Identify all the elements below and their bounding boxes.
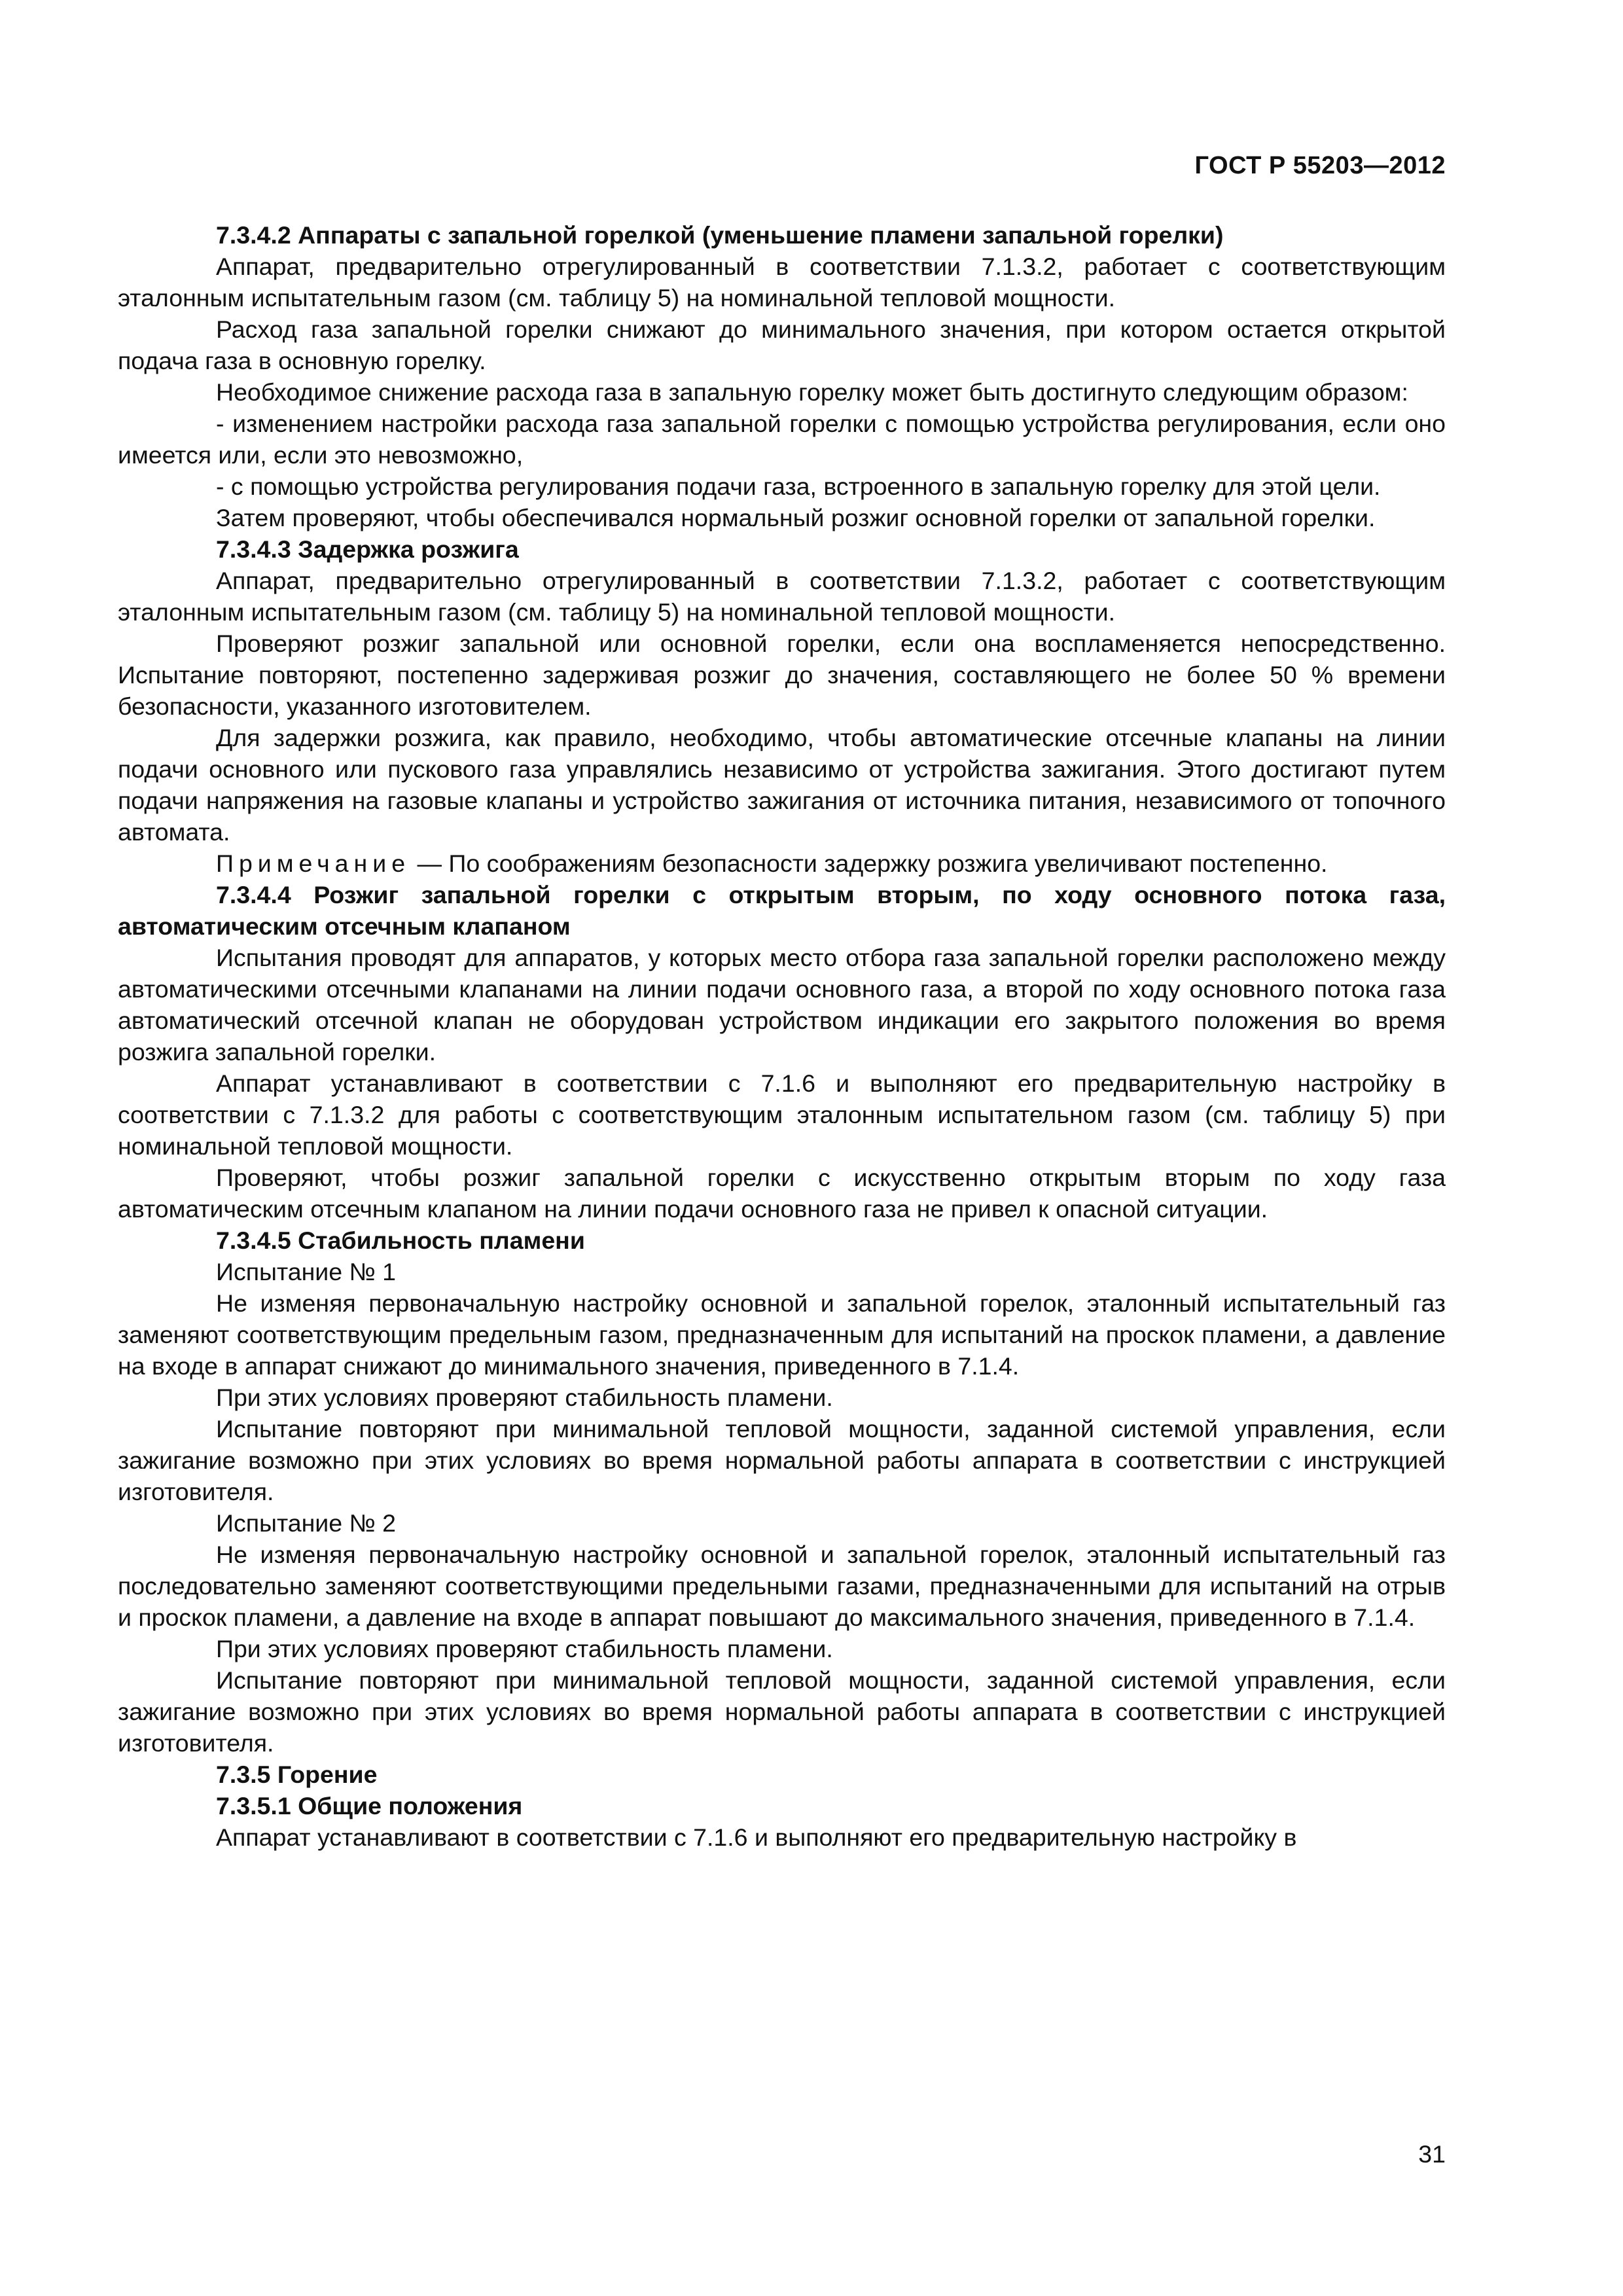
paragraph: Испытания проводят для аппаратов, у которых место отбора газа запальной горелки расположено между автоматическими отсечными клапанами на линии подачи основного газа, а второй по ходу основного потока газа автоматический отсечной клапан не оборудован устройством индикации его закрытого положения во время розжига запальной горелки. xyxy=(118,944,1446,1066)
standard-designation: ГОСТ Р 55203—2012 xyxy=(1194,152,1446,179)
paragraph: Проверяют, чтобы розжиг запальной горелки с искусственно открытым вторым по ходу газа автоматическим отсечным клапаном на линии подачи основного газа не привел к опасной ситуации. xyxy=(118,1164,1446,1223)
test-label: Испытание № 2 xyxy=(216,1509,397,1537)
document-body xyxy=(118,219,1446,1853)
paragraph: Испытание повторяют при минимальной тепловой мощности, заданной системой управления, если зажигание возможно при этих условиях во время нормальной работы аппарата в соответствии с инструкцией изготовителя. xyxy=(118,1415,1446,1505)
section-heading: 7.3.5.1 Общие положения xyxy=(216,1792,523,1820)
paragraph: Аппарат устанавливают в соответствии с 7.1.6 и выполняют его предварительную настройку в соответствии с 7.1.3.2 для работы с соответствующим эталонным испытательном газом (см. таблицу 5) при номинальной тепловой мощности. xyxy=(118,1069,1446,1160)
page-number: 31 xyxy=(1418,2140,1446,2168)
paragraph: Не изменяя первоначальную настройку основной и запальной горелок, эталонный испытательный газ заменяют соответствующим предельным газом, предназначенным для испытаний на проскок пламени, а давление на входе в аппарат снижают до минимального значения, приведенного в 7.1.4. xyxy=(118,1289,1446,1380)
paragraph: Испытание повторяют при минимальной тепловой мощности, заданной системой управления, если зажигание возможно при этих условиях во время нормальной работы аппарата в соответствии с инструкцией изготовителя. xyxy=(118,1666,1446,1757)
paragraph: Аппарат устанавливают в соответствии с 7.1.6 и выполняют его предварительную настройку в xyxy=(216,1823,1297,1851)
section-heading: 7.3.4.2 Аппараты с запальной горелкой (уменьшение пламени запальной горелки) xyxy=(216,221,1224,249)
section-heading: 7.3.4.4 Розжиг запальной горелки с открытым вторым, по ходу основного потока газа, автоматическим отсечным клапаном xyxy=(118,881,1446,940)
list-item: - изменением настройки расхода газа запальной горелки с помощью устройства регулирования, если оно имеется или, если это невозможно, xyxy=(118,410,1446,469)
note-text: — По соображениям безопасности задержку розжига увеличивают постепенно. xyxy=(417,850,1328,877)
note xyxy=(118,848,1446,879)
paragraph: Затем проверяют, чтобы обеспечивался нормальный розжиг основной горелки от запальной горелки. xyxy=(216,504,1376,531)
paragraph: Необходимое снижение расхода газа в запальную горелку может быть достигнуто следующим образом: xyxy=(216,378,1408,406)
paragraph: Не изменяя первоначальную настройку основной и запальной горелок, эталонный испытательный газ последовательно заменяют соответствующими предельными газами, предназначенными для испытаний на отрыв и проскок пламени, а давление на входе в аппарат повышают до максимального значения, приведенного в 7.1.4. xyxy=(118,1541,1446,1631)
section-heading: 7.3.4.3 Задержка розжига xyxy=(216,535,519,563)
test-label: Испытание № 1 xyxy=(216,1258,397,1285)
paragraph: Для задержки розжига, как правило, необходимо, чтобы автоматические отсечные клапаны на линии подачи основного или пускового газа управлялись независимо от устройства зажигания. Этого достигают путем подачи напряжения на газовые клапаны и устройство зажигания от источника питания, независимого от топочного автомата. xyxy=(118,724,1446,846)
paragraph: Аппарат, предварительно отрегулированный в соответствии 7.1.3.2, работает с соответствующим эталонным испытательным газом (см. таблицу 5) на номинальной тепловой мощности. xyxy=(118,567,1446,626)
section-heading: 7.3.4.5 Стабильность пламени xyxy=(216,1227,585,1254)
paragraph: При этих условиях проверяют стабильность пламени. xyxy=(216,1384,833,1411)
paragraph: Аппарат, предварительно отрегулированный в соответствии 7.1.3.2, работает с соответствующим эталонным испытательным газом (см. таблицу 5) на номинальной тепловой мощности. xyxy=(118,253,1446,312)
list-item: - с помощью устройства регулирования подачи газа, встроенного в запальную горелку для этой цели. xyxy=(216,473,1381,500)
paragraph: Расход газа запальной горелки снижают до минимального значения, при котором остается открытой подача газа в основную горелку. xyxy=(118,315,1446,374)
section-heading: 7.3.5 Горение xyxy=(216,1761,378,1788)
paragraph: При этих условиях проверяют стабильность пламени. xyxy=(216,1635,833,1662)
note-label: Примечание xyxy=(216,850,411,877)
paragraph: Проверяют розжиг запальной или основной горелки, если она воспламеняется непосредственно. Испытание повторяют, постепенно задерживая розжиг до значения, составляющего не более 50 % времени безопасности, указанного изготовителем. xyxy=(118,630,1446,720)
